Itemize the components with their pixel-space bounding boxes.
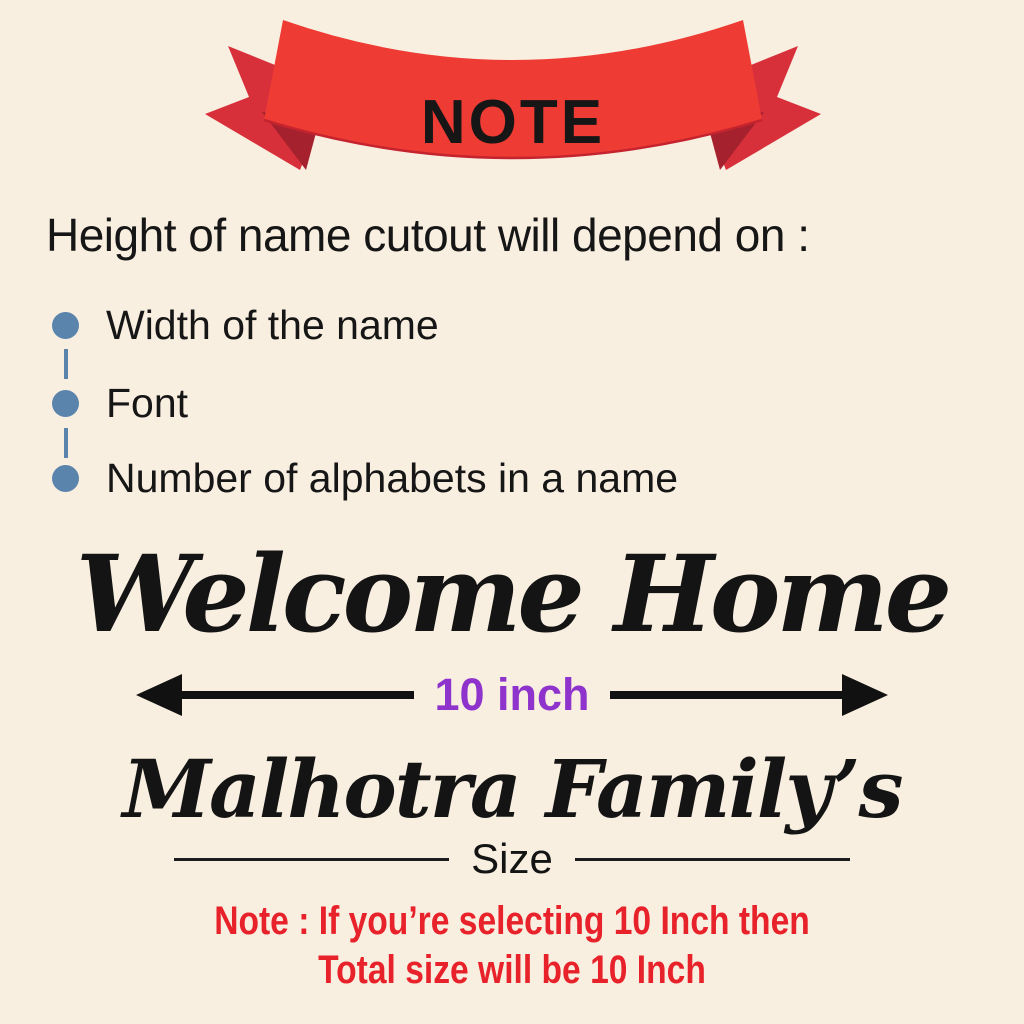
ribbon-banner-icon xyxy=(0,0,1024,195)
arrow-right-icon xyxy=(842,674,888,716)
size-divider xyxy=(174,836,850,882)
factor-label: Width of the name xyxy=(106,301,439,348)
divider-line-left xyxy=(174,858,449,861)
factor-label: Font xyxy=(106,379,189,426)
bullet-connector-line xyxy=(64,349,68,379)
width-value-label: 10 inch xyxy=(434,669,590,720)
size-label: Size xyxy=(471,835,553,882)
note-ribbon-banner xyxy=(0,0,1024,195)
factor-label: Number of alphabets in a name xyxy=(106,454,679,501)
divider-line-right xyxy=(575,858,850,861)
footnote xyxy=(82,897,942,995)
ribbon-label: NOTE xyxy=(420,88,606,157)
bullet-dot-icon xyxy=(52,312,79,339)
footnote-line2: Total size will be 10 Inch xyxy=(318,948,706,992)
list-item xyxy=(52,301,439,348)
list-item xyxy=(52,454,679,501)
arrow-shaft-left xyxy=(182,691,414,699)
page-title: Height of name cutout will depend on : xyxy=(46,209,810,261)
arrow-shaft-right xyxy=(610,691,842,699)
bullet-dot-icon xyxy=(52,465,79,492)
name-preview-line1: Welcome Home xyxy=(75,531,949,656)
bullet-dot-icon xyxy=(52,390,79,417)
footnote-line1: Note : If you’re selecting 10 Inch then xyxy=(214,899,810,943)
bullet-connector-line xyxy=(64,428,68,458)
arrow-left-icon xyxy=(136,674,182,716)
width-dimension-arrow xyxy=(136,669,888,720)
list-item xyxy=(52,379,189,426)
name-preview-line2: Malhotra Family’s xyxy=(122,742,902,836)
